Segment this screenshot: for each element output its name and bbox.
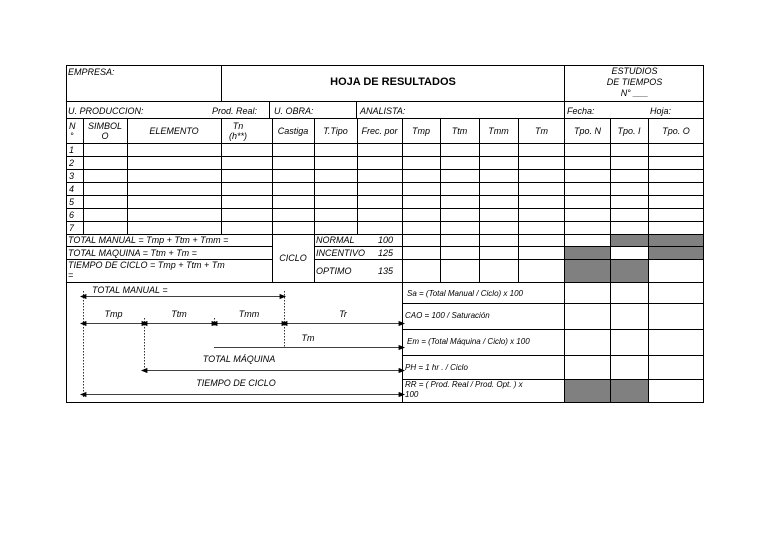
normal-label: NORMAL <box>316 235 355 245</box>
produccion-label: U. PRODUCCION: <box>68 106 144 116</box>
tiempo-ciclo-formula: TIEMPO DE CICLO = Tmp + Ttm + Tm <box>68 260 225 270</box>
col-ttipo: T.Tipo <box>323 126 348 136</box>
formula-sa: Sa = (Total Manual / Ciclo) x 100 <box>407 289 523 298</box>
formula-rr-end: 100 <box>405 390 419 399</box>
col-elemento: ELEMENTO <box>149 126 199 136</box>
analista-label: ANALISTA: <box>360 106 406 116</box>
formula-em: Em = (Total Máquina / Ciclo) x 100 <box>407 337 530 346</box>
diagram-tmp: Tmp <box>104 309 123 319</box>
diagram-total-manual: TOTAL MANUAL = <box>92 285 168 295</box>
incentivo-label: INCENTIVO <box>316 248 366 258</box>
row-number: 7 <box>69 223 75 233</box>
diagram-tiempo-ciclo: TIEMPO DE CICLO <box>196 378 276 388</box>
col-tmp: Tmp <box>412 126 430 136</box>
normal-value: 100 <box>378 235 394 245</box>
col-tpo-o: Tpo. O <box>662 126 690 136</box>
formula-cao: CAO = 100 / Saturación <box>405 311 490 320</box>
row-number: 4 <box>69 184 75 194</box>
total-manual-formula: TOTAL MANUAL = Tmp + Ttm + Tmm = <box>68 235 229 245</box>
col-tn-line2: (h**) <box>228 131 247 141</box>
total-maquina-formula: TOTAL MAQUINA = Ttm + Tm = <box>68 248 197 258</box>
empresa-label: EMPRESA: <box>68 67 115 77</box>
incentivo-value: 125 <box>378 248 394 258</box>
row-number: 1 <box>69 145 75 155</box>
col-castiga: Castiga <box>277 126 309 136</box>
diagram-tmm: Tmm <box>238 309 260 319</box>
prod-real-label: Prod. Real: <box>212 106 258 116</box>
row-number: 3 <box>69 171 75 181</box>
row-number: 6 <box>69 210 75 220</box>
col-simbolo-line1: SIMBOL <box>87 121 122 131</box>
diagram-total-maquina: TOTAL MÁQUINA <box>202 354 276 364</box>
col-tm: Tm <box>535 126 548 136</box>
obra-label: U. OBRA: <box>274 106 314 116</box>
estudios-line2: DE TIEMPOS <box>606 77 663 87</box>
diagram-tr: Tr <box>339 309 347 319</box>
row-number: 5 <box>69 197 75 207</box>
results-sheet <box>66 65 704 403</box>
optimo-value: 135 <box>378 266 394 276</box>
optimo-label: OPTIMO <box>316 266 352 276</box>
formula-ph: PH = 1 hr . / Ciclo <box>405 363 468 372</box>
page-title: HOJA DE RESULTADOS <box>330 76 456 88</box>
col-n-line1: N <box>69 121 76 131</box>
hoja-label: Hoja: <box>650 106 672 116</box>
col-frecpor: Frec. por <box>361 126 398 136</box>
ciclo-label: CICLO <box>279 253 307 263</box>
estudio-number: N° ___ <box>620 88 649 98</box>
col-tn-line1: Tn <box>232 121 244 131</box>
col-tpo-n: Tpo. N <box>573 126 601 136</box>
fecha-label: Fecha: <box>567 106 595 116</box>
tiempo-ciclo-formula-end: = <box>68 270 74 280</box>
col-ttm: Ttm <box>451 126 468 136</box>
row-number: 2 <box>69 158 75 168</box>
col-simbolo-line2: O <box>101 131 109 141</box>
formula-rr: RR = ( Prod. Real / Prod. Opt. ) x <box>405 380 523 389</box>
estudios-line1: ESTUDIOS <box>611 66 658 76</box>
col-n-line2: ° <box>70 131 74 141</box>
col-tmm: Tmm <box>488 126 509 136</box>
diagram-tm: Tm <box>301 333 315 343</box>
col-tpo-i: Tpo. I <box>617 126 641 136</box>
diagram-ttm: Ttm <box>171 309 187 319</box>
